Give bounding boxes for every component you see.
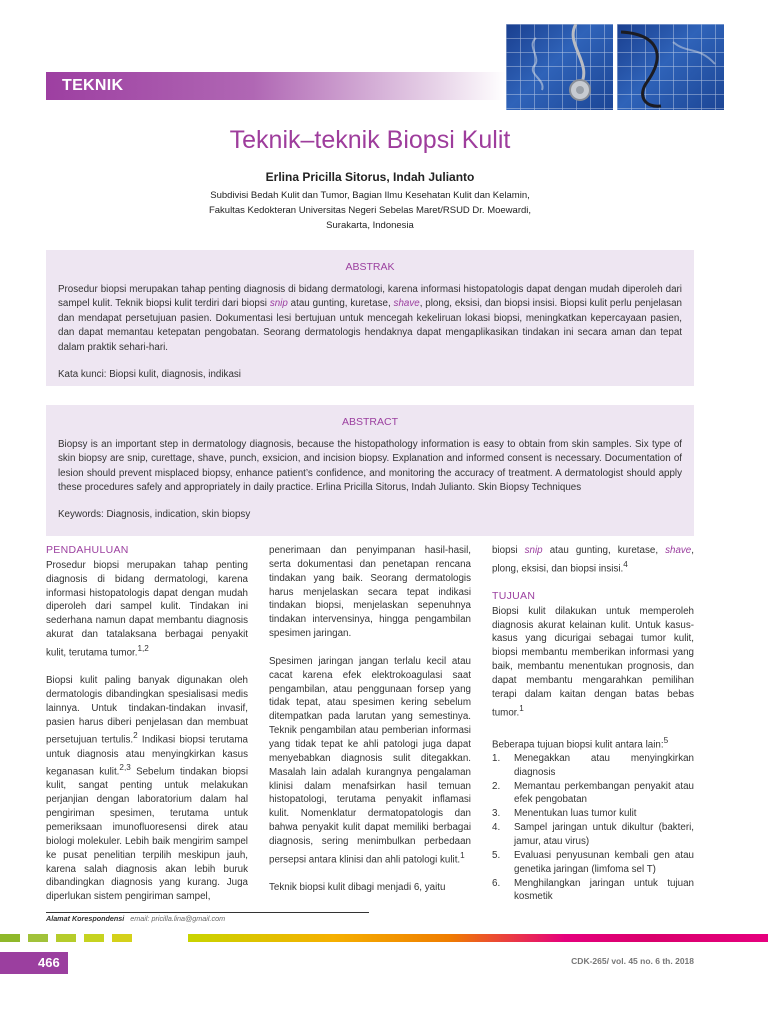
paragraph: Prosedur biopsi merupakan tahap penting diagnosis di bidang dermatologi, karena informasi histopatologis dapat dengan mudah diperoleh dari sampel kulit. Tindakan ini sederhana namun dapat membantu diagnosis akurat dan tatalaksana berbagai penyakit kulit, terutama tumor.$^{1,2}$ (46, 559, 248, 659)
abstract-heading: ABSTRACT (341, 416, 398, 428)
list-item: 1. Menegakkan atau menyingkirkan diagnosis (492, 752, 694, 778)
heading-tujuan: TUJUAN (492, 589, 536, 602)
color-square (56, 934, 76, 942)
affiliation-line: Surakarta, Indonesia (326, 220, 414, 231)
affiliation-line: Subdivisi Bedah Kulit dan Tumor, Bagian Ilmu Kesehatan Kulit dan Kelamin, (210, 190, 530, 201)
abstract-box (46, 405, 694, 536)
paragraph: Beberapa tujuan biopsi kulit antara lain:$^5$ (492, 735, 669, 751)
page-title: Teknik–teknik Biopsi Kulit (229, 126, 511, 154)
header-image (506, 24, 724, 110)
page-number: 466 (0, 952, 68, 974)
list-item: 4. Sampel jaringan untuk dikultur (bakteri, jamur, atau virus) (492, 822, 694, 847)
column-3 (492, 544, 694, 904)
correspondence-label: Alamat Korespondensi (46, 914, 125, 923)
abstract-text: Biopsy is an important step in dermatology diagnosis, because the histopathology information is easy to obtain from skin samples. Six type of skin biopsy are snip, curettage, shave, punch, exsicion, and incision biopsy. Explanation and informed consent is necessary. Documentation of lesion should prevent misplaced biopsy, enhance patient’s confidence, and monitoring the accuracy of treatment. A dermatologist should apply these procedures safely and appropriately in daily practice. Erlina Pricilla Sitorus, Indah Julianto. Skin Biopsy Techniques (58, 438, 682, 494)
heading-pendahuluan: PENDAHULUAN (46, 544, 129, 556)
world-map-image (506, 24, 613, 110)
abstrak-keywords: Kata kunci: Biopsi kulit, diagnosis, indikasi (58, 368, 241, 380)
paragraph: Teknik biopsi kulit dibagi menjadi 6, yaitu (269, 881, 446, 893)
paragraph: Biopsi kulit paling banyak digunakan oleh dermatologis dibandingkan spesialisasi medis lainnya. Untuk tindakan-tindakan invasif, pasien harus diberi penjelasan dan membuat persetujuan tertulis.$^2$ Indikasi biopsi terutama untuk diagnosis atau menyingkirkan kasus keganasan kulit.$^{2,3}$ Sebelum tindakan biopsi kulit, sangat penting untuk melakukan perjanjian dengan laboratorium dalam hal pengiriman spesimen, terutama untuk pemeriksaan imunofluoresensi direk atau biologi molekuler. Lebih baik mengirim sampel ke pusat penelitian terpilih meskipun jauh, karena salah diagnosis akan lebih buruk dibandingkan diagnosis yang kurang. Juga diperlukan sistem pengiriman sampel, (46, 675, 248, 903)
correspondence (46, 914, 225, 923)
paragraph: penerimaan dan penyimpanan hasil-hasil, serta dokumentasi dan penetapan rencana tindakan yang baik. Seorang dermatologis harus menjelaskan secara tepat indikasi tindakan biopsi, menjelaskan sepenuhnya tindakan intervensinya, hingga pengambilan spesimen jaringan. (269, 545, 471, 640)
abstrak-heading: ABSTRAK (345, 261, 395, 273)
affiliation (0, 188, 740, 233)
column-1 (46, 544, 248, 918)
world-map-image-2 (617, 24, 724, 110)
abstrak-text: Prosedur biopsi merupakan tahap penting diagnosis di bidang dermatologi, karena informasi histopatologis dapat dengan mudah diperoleh dari sampel kulit. Teknik biopsi kulit terdiri dari biopsi snip atau gunting, kuretase, shave, plong, eksisi, dan biopsi insisi. Biopsi kulit perlu penjelasan dan mendapat persetujuan pasien. Dokumentasi lesi bertujuan untuk mencegah kekeliruan lokasi biopsi, meningkatkan kepercayaan pasien, dan dapat memantau ketepatan pengobatan. Seorang dermatologis hendaknya dapat mengaplikasikan tindakan ini secara aman dan tepat dalam praktik sehari-hari. (58, 283, 682, 353)
color-square (112, 934, 132, 942)
list-item: 5. Evaluasi penyusunan kembali gen atau genetika jaringan (limfoma sel T) (492, 849, 694, 875)
list-item: 2. Memantau perkembangan penyakit atau efek pengobatan (492, 780, 694, 806)
stethoscope-icon (506, 24, 613, 110)
color-square (84, 934, 104, 942)
objectives-list (492, 752, 694, 904)
list-item: 6. Menghilangkan jaringan untuk tujuan kosmetik (492, 877, 694, 903)
correspondence-rule (46, 912, 369, 913)
color-square (0, 934, 20, 942)
stethoscope-tube-icon (617, 24, 724, 110)
paragraph: biopsi snip atau gunting, kuretase, shave, plong, eksisi, dan biopsi insisi.$^4$ (492, 545, 694, 575)
section-band (46, 72, 506, 100)
abstract-keywords: Keywords: Diagnosis, indication, skin biopsy (58, 508, 251, 520)
paragraph: Spesimen jaringan jangan terlalu kecil atau cacat karena efek elektrokoagulasi saat pengambilan, atau penggunaan forsep yang tidak tepat, atau spesimen kering sebelum ditempatkan pada larutan yang semestinya. Teknik pengambilan atau pemberian informasi yang tidak tepat ke ahli patologi juga dapat menyebabkan diagnosis sulit ditegakkan. Masalah lain adalah kurangnya pengalaman klinisi dalam menafsirkan hasil temuan histopatologi, terutama penyakit inflamasi kulit. Nomenklatur dermatopatologis dan bahwa penyakit kulit dapat memiliki berbagai diagnosis, sering menimbulkan perbedaan persepsi antara klinisi dan ahli patologi kulit.$^1$ (269, 655, 471, 865)
abstrak-box (46, 250, 694, 386)
paragraph: Biopsi kulit dilakukan untuk memperoleh diagnosis akurat kelainan kulit. Untuk kasus-kasus yang dicurigai sebagai tumor kulit, biopsi membantu memberikan informasi yang baik, membantu menentukan prognosis, dan dapat membantu mengarahkan pemilihan terapi dalam kaitan dengan batas bebas tumor.$^1$ (492, 605, 694, 718)
authors: Erlina Pricilla Sitorus, Indah Julianto (265, 170, 475, 184)
affiliation-line: Fakultas Kedokteran Universitas Negeri Sebelas Maret/RSUD Dr. Moewardi, (208, 205, 532, 216)
journal-citation: CDK-265/ vol. 45 no. 6 th. 2018 (571, 956, 694, 966)
color-square (28, 934, 48, 942)
list-item: 3. Menentukan luas tumor kulit (492, 808, 637, 820)
column-2 (269, 544, 471, 909)
section-label: TEKNIK (62, 77, 124, 94)
color-squares (0, 934, 132, 942)
correspondence-email[interactable]: email: pricilla.lina@gmail.com (130, 914, 226, 923)
color-bar (188, 934, 768, 942)
